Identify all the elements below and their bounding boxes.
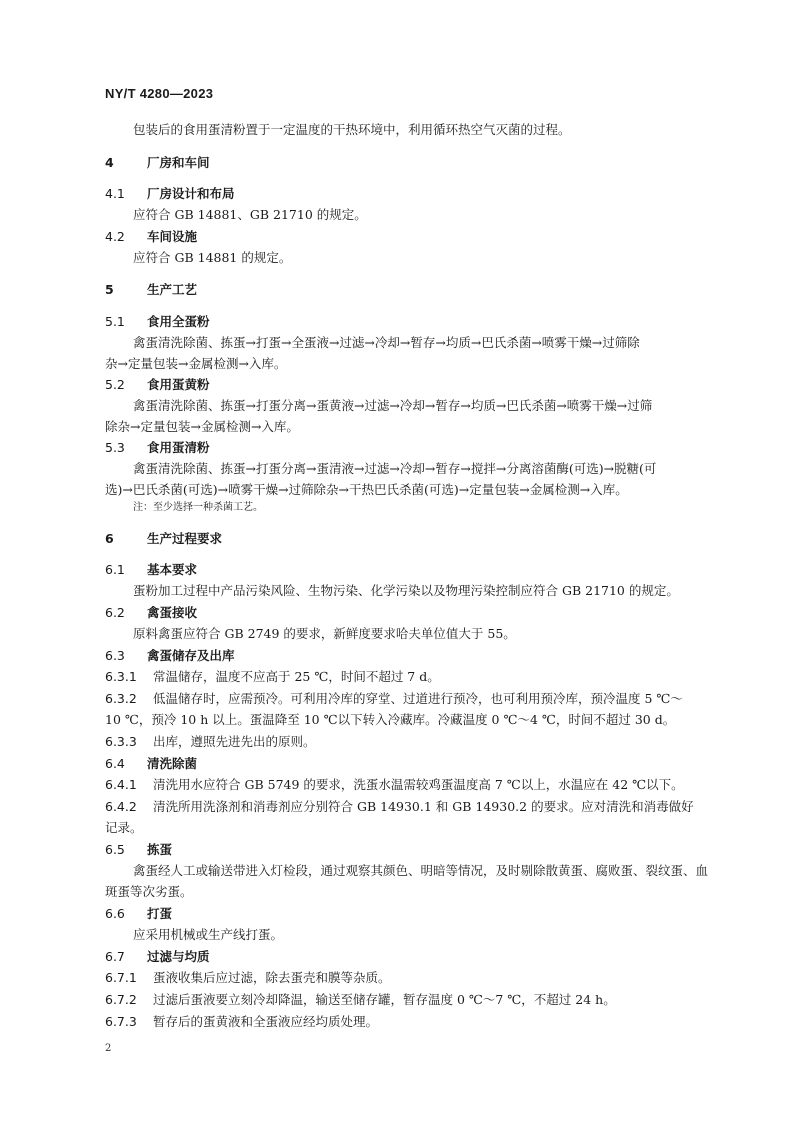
section-heading-5: 5 生产工艺 — [105, 282, 198, 297]
section-heading-6-3: 6.3 禽蛋储存及出库 — [105, 648, 235, 663]
paragraph-line: 10 ℃，预冷 10 h 以上。蛋温降至 10 ℃以下转入冷藏库。冷藏温度 0 ℃～4 ℃，时间不超过 30 d。 — [105, 712, 676, 727]
page-number: 2 — [105, 1043, 112, 1054]
paragraph-line: 禽蛋清洗除菌、拣蛋→打蛋分离→蛋黄液→过滤→冷却→暂存→均质→巴氏杀菌→喷雾干燥→过筛 — [133, 398, 653, 413]
paragraph-line: 蛋粉加工过程中产品污染风险、生物污染、化学污染以及物理污染控制应符合 GB 21710 的规定。 — [133, 583, 679, 598]
clause-6-4-1: 6.4.1 清洗用水应符合 GB 5749 的要求，洗蛋水温需较鸡蛋温度高 7 ℃以上，水温应在 42 ℃以下。 — [105, 777, 684, 792]
paragraph-line: 禽蛋经人工或输送带进入灯检段，通过观察其颜色、明暗等情况，及时剔除散黄蛋、腐败蛋、裂纹蛋、血 — [133, 863, 709, 878]
paragraph-line: 包装后的食用蛋清粉置于一定温度的干热环境中，利用循环热空气灭菌的过程。 — [133, 122, 571, 137]
clause-6-3-2: 6.3.2 低温储存时，应需预冷。可利用冷库的穿堂、过道进行预冷，也可利用预冷库，预冷温度 5 ℃～ — [105, 691, 683, 706]
clause-6-7-3: 6.7.3 暂存后的蛋黄液和全蛋液应经均质处理。 — [105, 1014, 379, 1029]
note: 注：至少选择一种杀菌工艺。 — [133, 502, 263, 513]
section-heading-4-1: 4.1 厂房设计和布局 — [105, 186, 235, 201]
section-heading-5-1: 5.1 食用全蛋粉 — [105, 314, 210, 329]
section-heading-6-5: 6.5 拣蛋 — [105, 842, 173, 857]
clause-6-3-1: 6.3.1 常温储存，温度不应高于 25 ℃，时间不超过 7 d。 — [105, 669, 440, 684]
paragraph-line: 禽蛋清洗除菌、拣蛋→打蛋→全蛋液→过滤→冷却→暂存→均质→巴氏杀菌→喷雾干燥→过筛除 — [133, 335, 640, 350]
section-heading-6: 6 生产过程要求 — [105, 531, 223, 546]
section-heading-4: 4 厂房和车间 — [105, 155, 210, 170]
paragraph-line: 杂→定量包装→金属检测→入库。 — [105, 356, 287, 371]
paragraph-line: 禽蛋清洗除菌、拣蛋→打蛋分离→蛋清液→过滤→冷却→暂存→搅拌→分离溶菌酶(可选)→脱糖(可 — [133, 461, 657, 476]
paragraph-line: 选)→巴氏杀菌(可选)→喷雾干燥→过筛除杂→干热巴氏杀菌(可选)→定量包装→金属检测→入库。 — [105, 482, 628, 497]
paragraph-line: 应符合 GB 14881、GB 21710 的规定。 — [133, 207, 367, 222]
paragraph-line: 应符合 GB 14881 的规定。 — [133, 250, 292, 265]
section-heading-6-7: 6.7 过滤与均质 — [105, 949, 210, 964]
section-heading-6-4: 6.4 清洗除菌 — [105, 756, 198, 771]
clause-6-4-2: 6.4.2 清洗所用洗涤剂和消毒剂应分别符合 GB 14930.1 和 GB 14930.2 的要求。应对清洗和消毒做好 — [105, 799, 694, 814]
paragraph-line: 除杂→定量包装→金属检测→入库。 — [105, 419, 299, 434]
paragraph-line: 斑蛋等次劣蛋。 — [105, 884, 193, 899]
clause-6-7-1: 6.7.1 蛋液收集后应过滤，除去蛋壳和膜等杂质。 — [105, 970, 391, 985]
paragraph-line: 应采用机械或生产线打蛋。 — [133, 927, 284, 942]
paragraph-line: 原料禽蛋应符合 GB 2749 的要求，新鲜度要求哈夫单位值大于 55。 — [133, 626, 516, 641]
section-heading-6-2: 6.2 禽蛋接收 — [105, 605, 198, 620]
standard-number: NY/T 4280—2023 — [105, 86, 214, 101]
clause-6-3-3: 6.3.3 出库，遵照先进先出的原则。 — [105, 734, 316, 749]
section-heading-5-3: 5.3 食用蛋清粉 — [105, 440, 210, 455]
clause-6-7-2: 6.7.2 过滤后蛋液要立刻冷却降温，输送至储存罐，暂存温度 0 ℃～7 ℃，不超过 24 h。 — [105, 992, 616, 1007]
section-heading-6-6: 6.6 打蛋 — [105, 906, 173, 921]
section-heading-5-2: 5.2 食用蛋黄粉 — [105, 377, 210, 392]
paragraph-line: 记录。 — [105, 820, 143, 835]
section-heading-6-1: 6.1 基本要求 — [105, 562, 198, 577]
section-heading-4-2: 4.2 车间设施 — [105, 229, 198, 244]
